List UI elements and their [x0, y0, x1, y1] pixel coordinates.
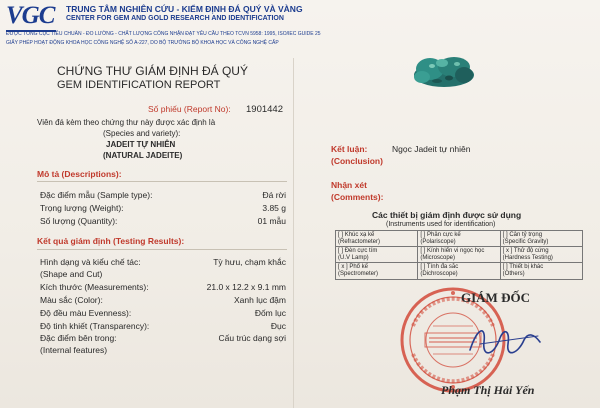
internal-value: Cấu trúc dạng sợi	[218, 333, 286, 343]
vgc-logo: VGC	[6, 2, 55, 29]
equipment-title-vn: Các thiết bị giám định được sử dụng	[372, 210, 522, 220]
measurements-label: Kích thước (Measurements):	[40, 282, 149, 292]
shape-value: Tỳ hưu, chạm khắc	[213, 257, 286, 267]
evenness-value: Đốm lục	[254, 308, 286, 318]
director-title: GIÁM ĐỐC	[461, 290, 530, 305]
report-number-label: Số phiếu (Report No):	[148, 104, 231, 114]
report-number: 1901442	[246, 104, 283, 115]
internal-label-en: (Internal features)	[40, 345, 108, 355]
handwritten-signature	[460, 320, 550, 360]
weight-label: Trọng lượng (Weight):	[40, 203, 124, 213]
equipment-row	[336, 247, 582, 263]
equipment-hardness-testing: [ x ] Thử độ cứng (Hardness Testing)	[502, 248, 553, 261]
conclusion-label-en: (Conclusion)	[331, 156, 383, 166]
conclusion-label-vn: Kết luận:	[331, 144, 368, 154]
equipment-title-en: (Instruments used for identification)	[386, 221, 496, 228]
intro-vn: Viên đá kèm theo chứng thư này được xác định là	[37, 118, 216, 127]
equipment-specific-gravity: [ ] Cân tỷ trọng (Specific Gravity)	[502, 232, 549, 245]
center-name-vn: TRUNG TÂM NGHIÊN CỨU - KIỂM ĐỊNH ĐÁ QUÝ VÀ VÀNG	[66, 4, 303, 14]
comments-label-vn: Nhận xét	[331, 180, 367, 190]
measurements-value: 21.0 x 12.2 x 9.1 mm	[206, 282, 286, 292]
internal-label-vn: Đặc điểm bên trong:	[40, 333, 117, 343]
equipment-refractometer: [ ] Khúc xạ kế (Refractometer)	[336, 231, 418, 246]
sample-type-label: Đặc điểm mẫu (Sample type):	[40, 190, 153, 200]
report-title-vn: CHỨNG THƯ GIÁM ĐỊNH ĐÁ QUÝ	[57, 64, 248, 78]
comments-label-en: (Comments):	[331, 192, 384, 202]
shape-label-en: (Shape and Cut)	[40, 269, 103, 279]
evenness-label: Độ đều màu Evenness):	[40, 308, 132, 318]
color-label: Màu sắc (Color):	[40, 295, 103, 305]
equipment-dichroscope: [ ] Tính đa sắc (Dichroscope)	[418, 263, 500, 279]
results-rule	[37, 249, 287, 250]
color-value: Xanh lục đậm	[234, 295, 286, 305]
species-vn: JADEIT TỰ NHIÊN	[106, 140, 176, 149]
descriptions-heading: Mô tả (Descriptions):	[37, 169, 122, 179]
equipment-polariscope: [ ] Phân cực kế (Polariscope)	[418, 231, 500, 246]
report-title-en: GEM IDENTIFICATION REPORT	[57, 79, 221, 91]
quantity-value: 01 mẫu	[257, 216, 286, 226]
accreditation-text: ĐƯỢC TỔNG CỤC TIÊU CHUẨN - ĐO LƯỜNG - CHẤT LƯỢNG CÔNG NHẬN ĐẠT YÊU CẦU THEO TCVN 5958: 1995, ISO/IEC GUIDE 25	[6, 31, 321, 37]
shape-label-vn: Hình dạng và kiểu chế tác:	[40, 257, 141, 267]
signer-name: Phạm Thị Hải Yến	[441, 383, 535, 397]
equipment-uv-lamp: [ ] Đèn cực tím (U.V Lamp)	[336, 247, 418, 262]
jade-carving-image	[402, 45, 482, 93]
species-en: (NATURAL JADEITE)	[103, 151, 183, 160]
sample-type-value: Đá rời	[262, 190, 286, 200]
transparency-value: Đục	[270, 321, 286, 331]
intro-en: (Species and variety):	[103, 129, 181, 138]
weight-value: 3.85 g	[262, 203, 286, 213]
equipment-others: [ ] Thiết bị khác (Others)	[502, 264, 544, 277]
quantity-label: Số lượng (Quantity):	[40, 216, 118, 226]
equipment-row	[336, 231, 582, 247]
center-name-en: CENTER FOR GEM AND GOLD RESEARCH AND IDENTIFICATION	[66, 15, 284, 22]
equipment-table	[335, 230, 583, 280]
equipment-spectrometer: [ x ] Phổ kế (Spectrometer)	[336, 263, 418, 279]
results-heading: Kết quả giám định (Testing Results):	[37, 236, 185, 246]
conclusion-value: Ngọc Jadeit tự nhiên	[392, 144, 471, 154]
column-divider	[293, 58, 294, 408]
license-text: GIẤY PHÉP HOẠT ĐỘNG KHOA HỌC CÔNG NGHỆ SỐ A-227, DO BỘ TRƯỞNG BỘ KHOA HỌC VÀ CÔNG NGHỆ CẤP	[6, 40, 279, 46]
equipment-row	[336, 263, 582, 279]
descriptions-rule	[37, 181, 287, 182]
transparency-label: Độ tinh khiết (Transparency):	[40, 321, 150, 331]
equipment-microscope: [ ] Kính hiển vi ngọc học (Microscope)	[418, 247, 500, 262]
